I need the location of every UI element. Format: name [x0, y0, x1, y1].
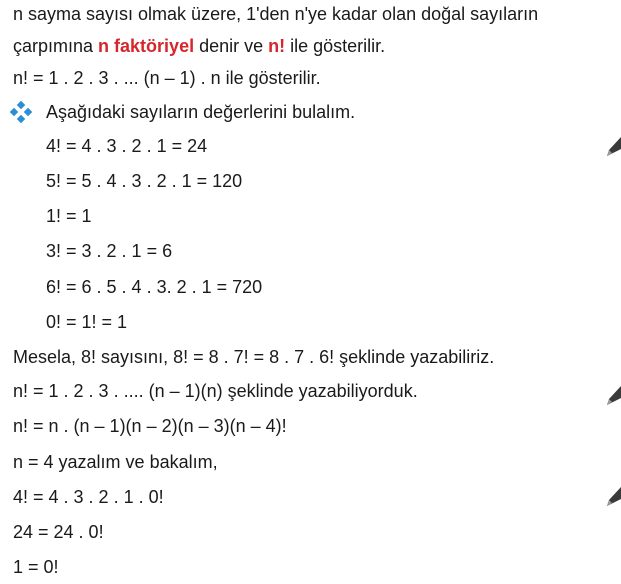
diamond-bullet-icon [10, 101, 32, 123]
explanation-line: Mesela, 8! sayısını, 8! = 8 . 7! = 8 . 7 . 6! şeklinde yazabiliriz. [13, 347, 495, 367]
pencil-icon [599, 383, 621, 405]
intro-line-2 [13, 35, 385, 57]
exercise-item: 3! = 3 . 2 . 1 = 6 [46, 241, 173, 261]
exercise-heading: Aşağıdaki sayıların değerlerini bulalım. [46, 102, 356, 122]
explanation-line: n! = 1 . 2 . 3 . .... (n – 1)(n) şeklinde yazabiliyorduk. [13, 381, 418, 401]
explanation-line: 1 = 0! [13, 557, 59, 577]
exercise-item: 1! = 1 [46, 206, 92, 226]
symbol-n-factorial: n! [268, 36, 286, 56]
intro-line-3: n! = 1 . 2 . 3 . ... (n – 1) . n ile gösterilir. [13, 68, 321, 88]
pencil-icon [599, 134, 621, 156]
explanation-line: 4! = 4 . 3 . 2 . 1 . 0! [13, 487, 164, 507]
explanation-line: n = 4 yazalım ve bakalım, [13, 452, 218, 472]
pencil-icon [599, 484, 621, 506]
intro-line-2-pre: çarpımına [13, 36, 99, 56]
explanation-line: 24 = 24 . 0! [13, 522, 104, 542]
exercise-item: 4! = 4 . 3 . 2 . 1 = 24 [46, 136, 208, 156]
term-n-factorial: n faktöriyel [98, 36, 195, 56]
intro-line-2-post: ile gösterilir. [285, 36, 386, 56]
intro-line-2-mid: denir ve [194, 36, 269, 56]
exercise-item: 6! = 6 . 5 . 4 . 3. 2 . 1 = 720 [46, 277, 263, 297]
exercise-item: 0! = 1! = 1 [46, 312, 128, 332]
explanation-line: n! = n . (n – 1)(n – 2)(n – 3)(n – 4)! [13, 416, 287, 436]
exercise-item: 5! = 5 . 4 . 3 . 2 . 1 = 120 [46, 171, 243, 191]
intro-line-1: n sayma sayısı olmak üzere, 1'den n'ye kadar olan doğal sayıların [13, 4, 539, 24]
